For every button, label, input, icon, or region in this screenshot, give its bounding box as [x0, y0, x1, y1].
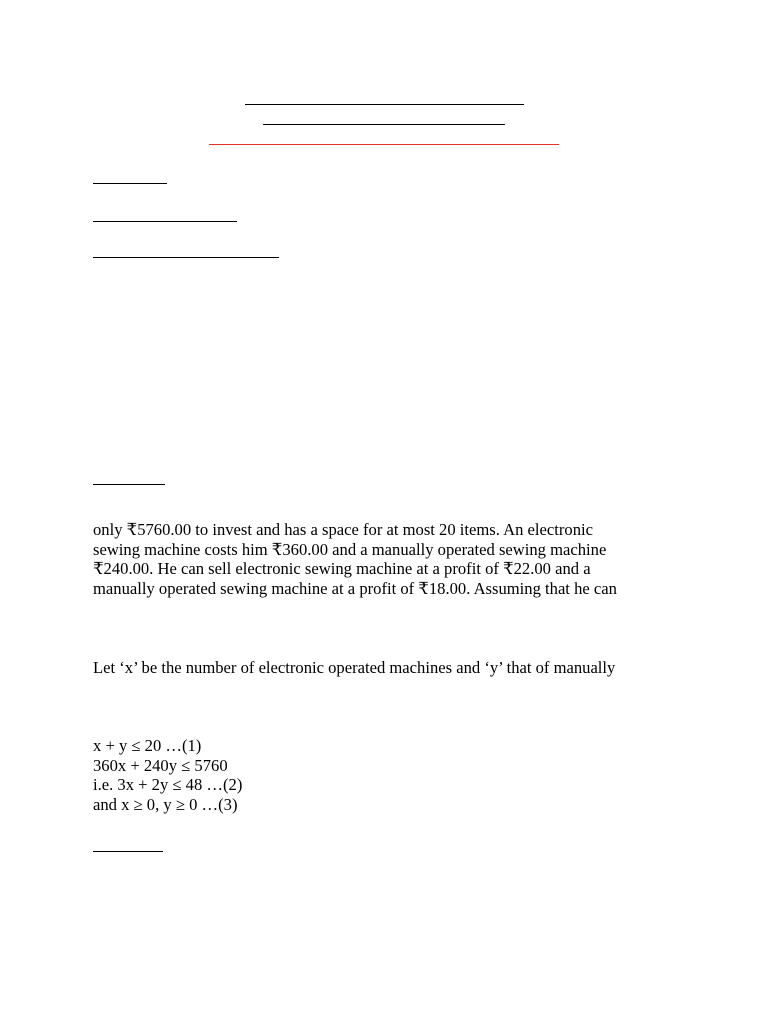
solution-intro	[93, 658, 615, 678]
problem-paragraph	[93, 520, 617, 599]
heading-rule-1	[93, 183, 167, 184]
constraint-line: x + y ≤ 20 …(1)	[93, 736, 202, 755]
title-rule-1	[245, 104, 524, 105]
constraint-line: i.e. 3x + 2y ≤ 48 …(2)	[93, 775, 243, 795]
question-heading-rule	[93, 484, 165, 485]
constraint-line: 360x + 240y ≤ 5760	[93, 755, 228, 775]
heading-rule-3	[93, 257, 279, 258]
title-rule-2	[263, 124, 505, 125]
title-rule-red	[209, 144, 559, 145]
problem-line: ₹240.00. He can sell electronic sewing machine at a profit of ₹22.00 and a	[93, 559, 591, 579]
bottom-heading-rule	[93, 851, 163, 852]
problem-line: only ₹5760.00 to invest and has a space for at most 20 items. An electronic	[93, 520, 593, 539]
heading-rule-2	[93, 221, 237, 222]
problem-line: sewing machine costs him ₹360.00 and a manually operated sewing machine	[93, 539, 607, 559]
constraint-line: and x ≥ 0, y ≥ 0 …(3)	[93, 795, 238, 815]
constraints-block	[93, 736, 242, 815]
problem-line: manually operated sewing machine at a profit of ₹18.00. Assuming that he can	[93, 579, 617, 599]
solution-intro-line: Let ‘x’ be the number of electronic operated machines and ‘y’ that of manually	[93, 658, 616, 677]
